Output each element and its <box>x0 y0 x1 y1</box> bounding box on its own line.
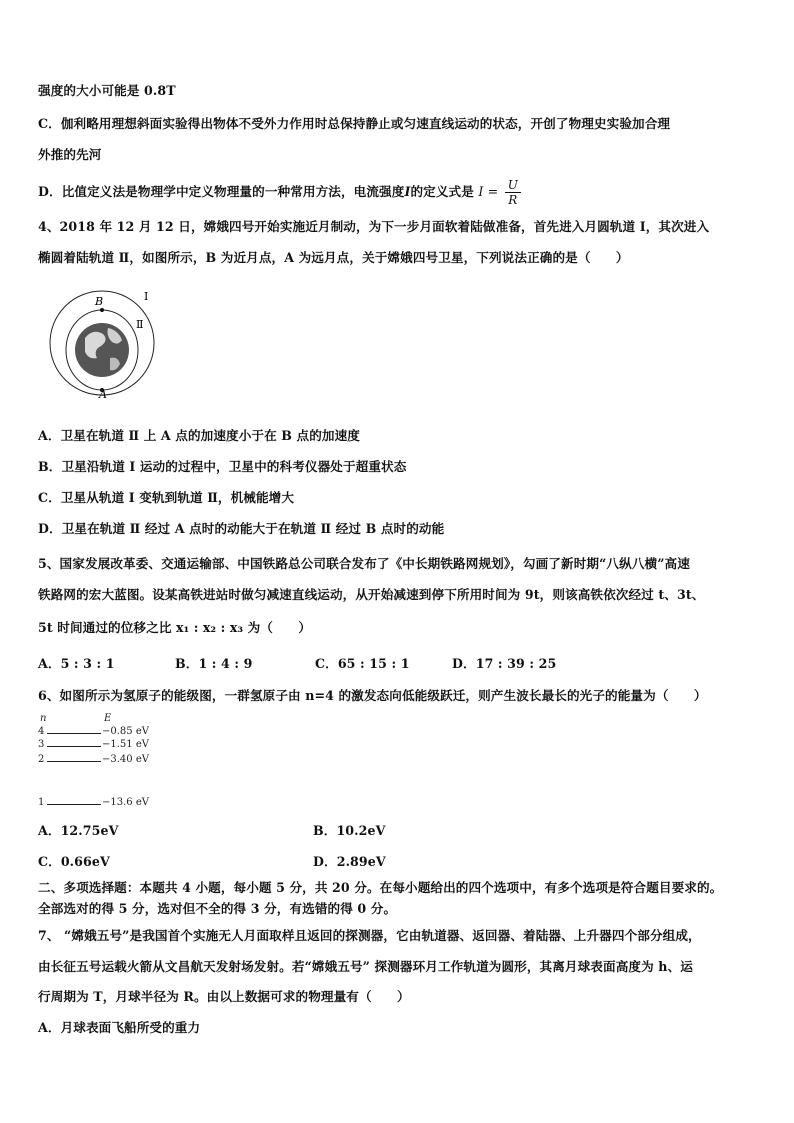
question-6-stem: 6、如图所示为氢原子的能级图，一群氢原子由 n=4 的激发态向低能级跃迁，则产生波长最长的光子的能量为（ ） <box>38 688 707 703</box>
section-instructions: 全部选对的得 5 分，选对但不全的得 3 分，有选错的得 0 分。 <box>38 901 397 916</box>
option-d: D．17 : 39 : 25 <box>452 656 557 671</box>
question-7-stem: 7、 “嫦娥五号”是我国首个实施无人月面取样且返回的探测器，它由轨道器、返回器、着陆器、上升器四个部分组成， <box>38 928 701 943</box>
energy-level-diagram <box>38 713 168 813</box>
text-line: 强度的大小可能是 0.8T <box>38 83 176 98</box>
option-b: B．1 : 4 : 9 <box>175 656 253 671</box>
point-a-label: A <box>99 388 107 398</box>
option-a: A．月球表面飞船所受的重力 <box>38 1020 201 1035</box>
level-energy: −13.6 eV <box>102 797 149 808</box>
option-a: A．12.75eV <box>38 823 119 838</box>
text-line: 外推的先河 <box>38 147 102 162</box>
level-n: 4 <box>38 726 45 737</box>
level-n: 2 <box>38 754 45 765</box>
level-n: 3 <box>38 739 45 750</box>
level-line <box>47 761 101 762</box>
level-line <box>47 746 101 747</box>
question-4-stem: 椭圆着陆轨道 Ⅱ，如图所示，B 为近月点，A 为远月点，关于嫦娥四号卫星，下列说法正确的是（ ） <box>38 250 629 265</box>
option-b: B．卫星沿轨道 Ⅰ 运动的过程中，卫星中的科考仪器处于超重状态 <box>38 459 407 474</box>
question-5-stem: 5t 时间通过的位移之比 x₁ : x₂ : x₃ 为（ ） <box>38 620 312 635</box>
moon-icon <box>75 323 129 377</box>
option-d: D．卫星在轨道 Ⅱ 经过 A 点时的动能大于在轨道 Ⅱ 经过 B 点时的动能 <box>38 521 445 536</box>
question-7-stem: 行周期为 T，月球半径为 R。由以上数据可求的物理量有（ ） <box>38 989 410 1004</box>
question-5-stem: 5、国家发展改革委、交通运输部、中国铁路总公司联合发布了《中长期铁路网规划》，勾画了新时期“八纵八横”高速 <box>38 556 690 571</box>
fraction: $\frac{U}{R}$ <box>505 178 521 207</box>
option-d-prev: D．比值定义法是物理学中定义物理量的一种常用方法，电流强度I的定义式是 I = $\frac{U}{R}$ <box>38 178 760 207</box>
e-axis-label: E <box>104 713 112 724</box>
option-c: C．65 : 15 : 1 <box>315 656 410 671</box>
orbit-i-label: Ⅰ <box>144 290 149 303</box>
level-energy: −0.85 eV <box>102 726 149 737</box>
formula-lhs: I = <box>478 184 499 199</box>
level-energy: −3.40 eV <box>102 754 149 765</box>
option-c: C．0.66eV <box>38 854 110 869</box>
option-d: D．2.89eV <box>313 854 386 869</box>
option-a: A．5 : 3 : 1 <box>38 656 115 671</box>
section-heading: 二、多项选择题：本题共 4 小题，每小题 5 分，共 20 分。在每小题给出的四个选项中，有多个选项是符合题目要求的。 <box>38 880 723 895</box>
n-axis-label: n <box>40 713 47 724</box>
option-b: B．10.2eV <box>313 823 386 838</box>
option-c-prev: C．伽利略用理想斜面实验得出物体不受外力作用时总保持静止或匀速直线运动的状态，开创了物理史实验加合理 <box>38 116 671 131</box>
point-b-label: B <box>95 295 104 308</box>
level-energy: −1.51 eV <box>102 739 149 750</box>
question-5-stem: 铁路网的宏大蓝图。设某高铁进站时做匀减速直线运动，从开始减速到停下所用时间为 9t，则该高铁依次经过 t、3t、 <box>38 587 705 602</box>
level-line <box>47 733 101 734</box>
level-line <box>47 804 101 805</box>
question-7-stem: 由长征五号运载火箭从文昌航天发射场发射。若“嫦娥五号” 探测器环月工作轨道为圆形，其离月球表面高度为 h、运 <box>38 959 693 974</box>
level-n: 1 <box>38 797 45 808</box>
question-4-stem: 4、2018 年 12 月 12 日，嫦娥四号开始实施近月制动，为下一步月面软着陆做准备，首先进入月圆轨道 Ⅰ，其次进入 <box>38 219 710 234</box>
orbit-diagram <box>40 288 170 398</box>
option-c: C．卫星从轨道 Ⅰ 变轨到轨道 Ⅱ，机械能增大 <box>38 490 295 505</box>
orbit-ii-label: Ⅱ <box>136 318 144 331</box>
option-a: A．卫星在轨道 Ⅱ 上 A 点的加速度小于在 B 点的加速度 <box>38 428 360 443</box>
